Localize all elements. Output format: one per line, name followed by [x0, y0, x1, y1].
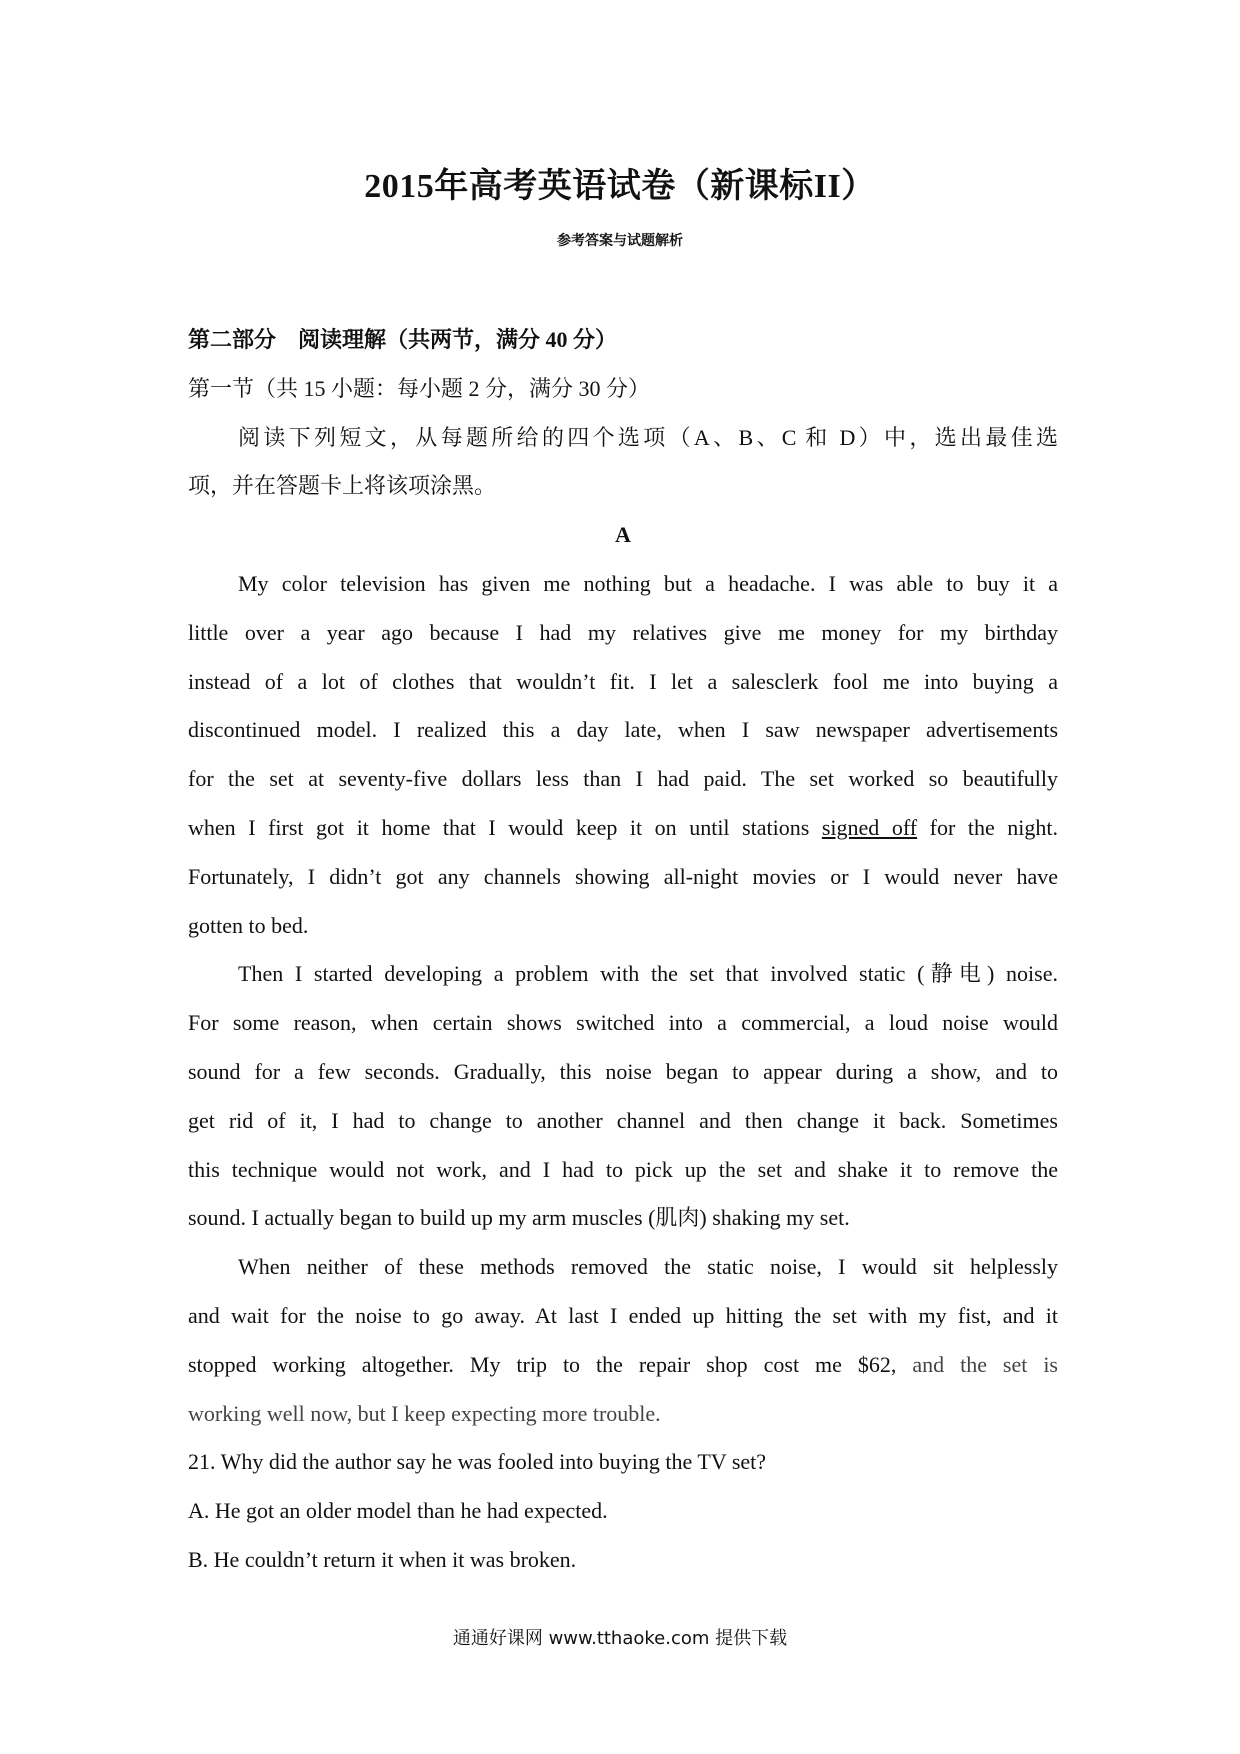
instructions-line-1: 阅读下列短文，从每题所给的四个选项（A、B、C 和 D）中，选出最佳选: [238, 424, 1058, 450]
paragraph-3: [188, 1243, 1058, 1438]
paragraph-line: sound. I actually began to build up my arm muscles (肌肉) shaking my set.: [188, 1205, 850, 1231]
paragraph-line: My color television has given me nothing but a headache. I was able to buy it a: [238, 570, 1058, 596]
paragraph-text-gray: and the set is: [896, 1351, 1058, 1377]
paragraph-2: [188, 950, 1058, 1243]
paragraph-line: this technique would not work, and I had to pick up the set and shake it to remove the: [188, 1156, 1058, 1182]
document-title: 2015年高考英语试卷（新课标II）: [364, 168, 876, 205]
option-b: B. He couldn’t return it when it was broken.: [188, 1546, 577, 1572]
paragraph-line: get rid of it, I had to change to another channel and then change it back. Sometimes: [188, 1107, 1058, 1133]
paragraph-line: Fortunately, I didn’t got any channels showing all-night movies or I would never have: [188, 863, 1058, 889]
underlined-phrase: signed off: [821, 814, 918, 840]
paragraph-text: when I first got it home that I would keep it on until stations: [188, 814, 822, 840]
paragraph-line: [188, 804, 1058, 853]
paragraph-line: for the set at seventy-five dollars less than I had paid. The set worked so beautifully: [188, 766, 1058, 792]
passage-label: A: [615, 522, 631, 548]
paragraph-line: For some reason, when certain shows switched into a commercial, a loud noise would: [188, 1010, 1058, 1036]
paragraph-line: Then I started developing a problem with the set that involved static (静电) noise.: [238, 961, 1058, 987]
paragraph-line: [188, 1341, 1058, 1390]
paragraph-text: stopped working altogether. My trip to the repair shop cost me $62,: [188, 1351, 897, 1377]
paragraph-line: discontinued model. I realized this a day late, when I saw newspaper advertisements: [188, 717, 1058, 743]
paragraph-line: sound for a few seconds. Gradually, this noise began to appear during a show, and to: [188, 1058, 1058, 1084]
paragraph-line: and wait for the noise to go away. At last I ended up hitting the set with my fist, and it: [188, 1302, 1058, 1328]
section-heading: 第一节（共 15 小题：每小题 2 分，满分 30 分）: [188, 375, 651, 401]
document-subtitle: 参考答案与试题解析: [557, 234, 683, 249]
part-heading: 第二部分 阅读理解（共两节，满分 40 分）: [188, 327, 618, 352]
paragraph-line: When neither of these methods removed the static noise, I would sit helplessly: [238, 1254, 1058, 1280]
paragraph-line: gotten to bed.: [188, 912, 309, 938]
paragraph-line: instead of a lot of clothes that wouldn’t fit. I let a salesclerk fool me into buying a: [188, 668, 1058, 694]
question-stem: 21. Why did the author say he was fooled into buying the TV set?: [188, 1449, 767, 1475]
paragraph-1: [188, 560, 1058, 950]
paragraph-line: working well now, but I keep expecting more trouble.: [188, 1400, 661, 1426]
paragraph-line: little over a year ago because I had my relatives give me money for my birthday: [188, 619, 1058, 645]
option-a: A. He got an older model than he had expected.: [188, 1498, 608, 1524]
page-footer: 通通好课网 www.tthaoke.com 提供下载: [452, 1628, 788, 1649]
paragraph-text: for the night.: [917, 814, 1058, 840]
instructions-line-2: 项，并在答题卡上将该项涂黑。: [188, 473, 497, 499]
document-body: [188, 316, 1058, 1585]
question-21: [188, 1438, 1058, 1584]
